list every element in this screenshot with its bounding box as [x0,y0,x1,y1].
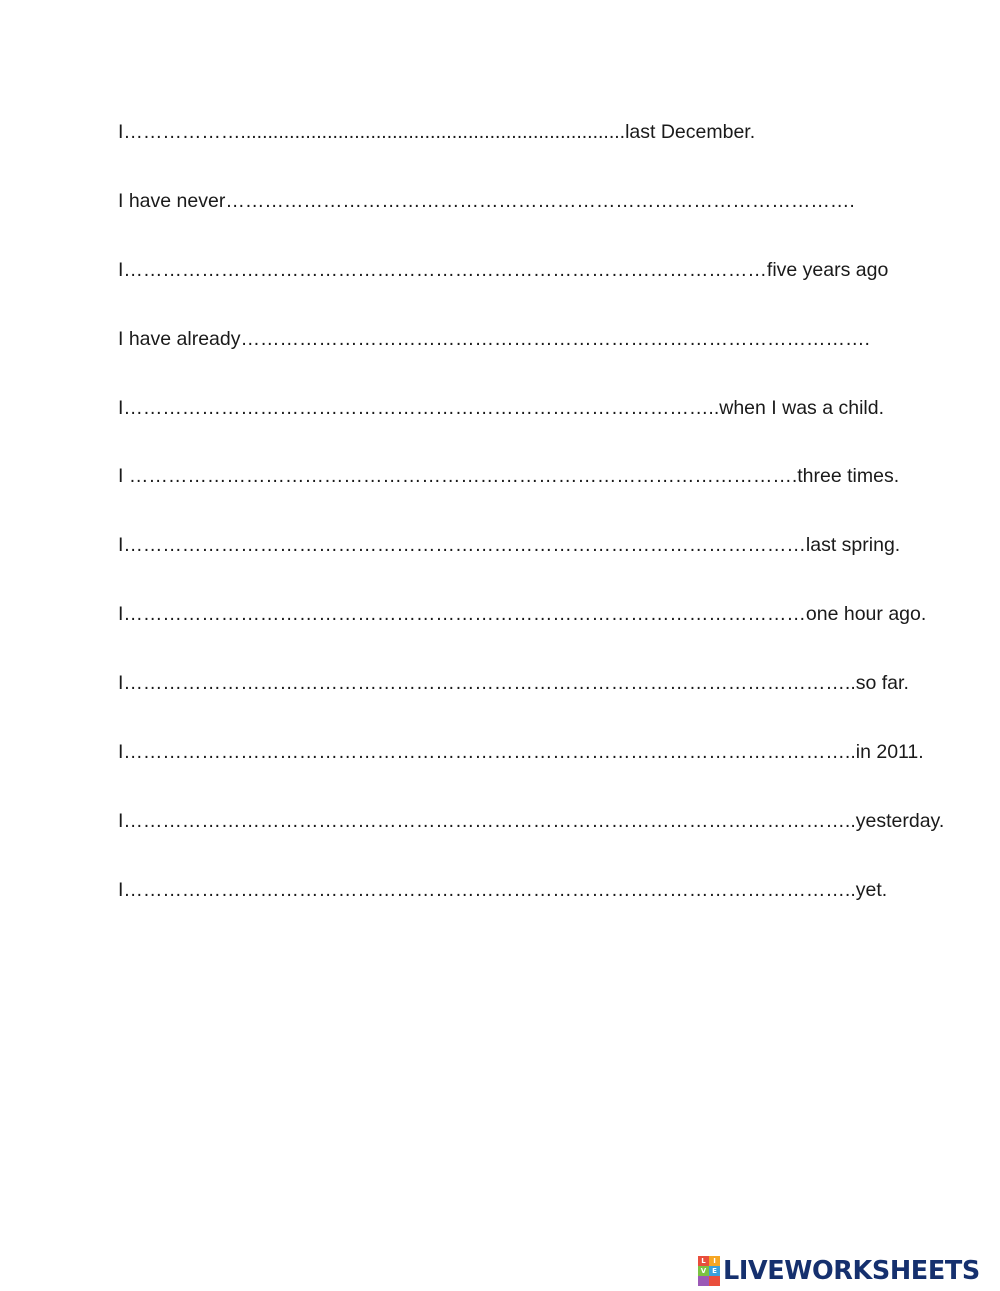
sentence-8: I……………………………………………………………………………………………one hour ago. [118,603,927,626]
liveworksheets-logo [698,1254,980,1288]
sentence-2: I have never……………………………………………………………………………………. [118,189,855,212]
logo-cube-tile: L [698,1256,709,1266]
sentence-11: I…………………………………………………………………………………………………..yesterday. [118,809,945,832]
logo-cube-tile: E [709,1266,720,1276]
logo-cube-tile: I [709,1256,720,1266]
sentence-6: I ………………………………………………………………………………………….three times. [118,465,900,488]
logo-text: LIVEWORKSHEETS [723,1256,980,1286]
logo-cube-tile [698,1276,709,1286]
sentence-5: I………………………………………………………………………………..when I was a child. [118,396,885,419]
sentence-7: I……………………………………………………………………………………………last spring. [118,534,901,557]
logo-cube-icon [698,1256,720,1286]
logo-cube-tile [709,1276,720,1286]
sentence-12: I…………………………………………………………………………………………………..yet. [118,878,888,901]
sentence-3: I………………………………………………………………………………………five years ago [118,258,889,281]
sentence-10: I…………………………………………………………………………………………………..in 2011. [118,741,924,764]
sentence-1: I……………….......................................................................last December. [118,121,756,143]
worksheet [118,118,945,945]
sentence-4: I have already……………………………………………………………………………………. [118,327,870,350]
logo-cube-tile: V [698,1266,709,1276]
sentence-9: I…………………………………………………………………………………………………..so far. [118,672,909,695]
